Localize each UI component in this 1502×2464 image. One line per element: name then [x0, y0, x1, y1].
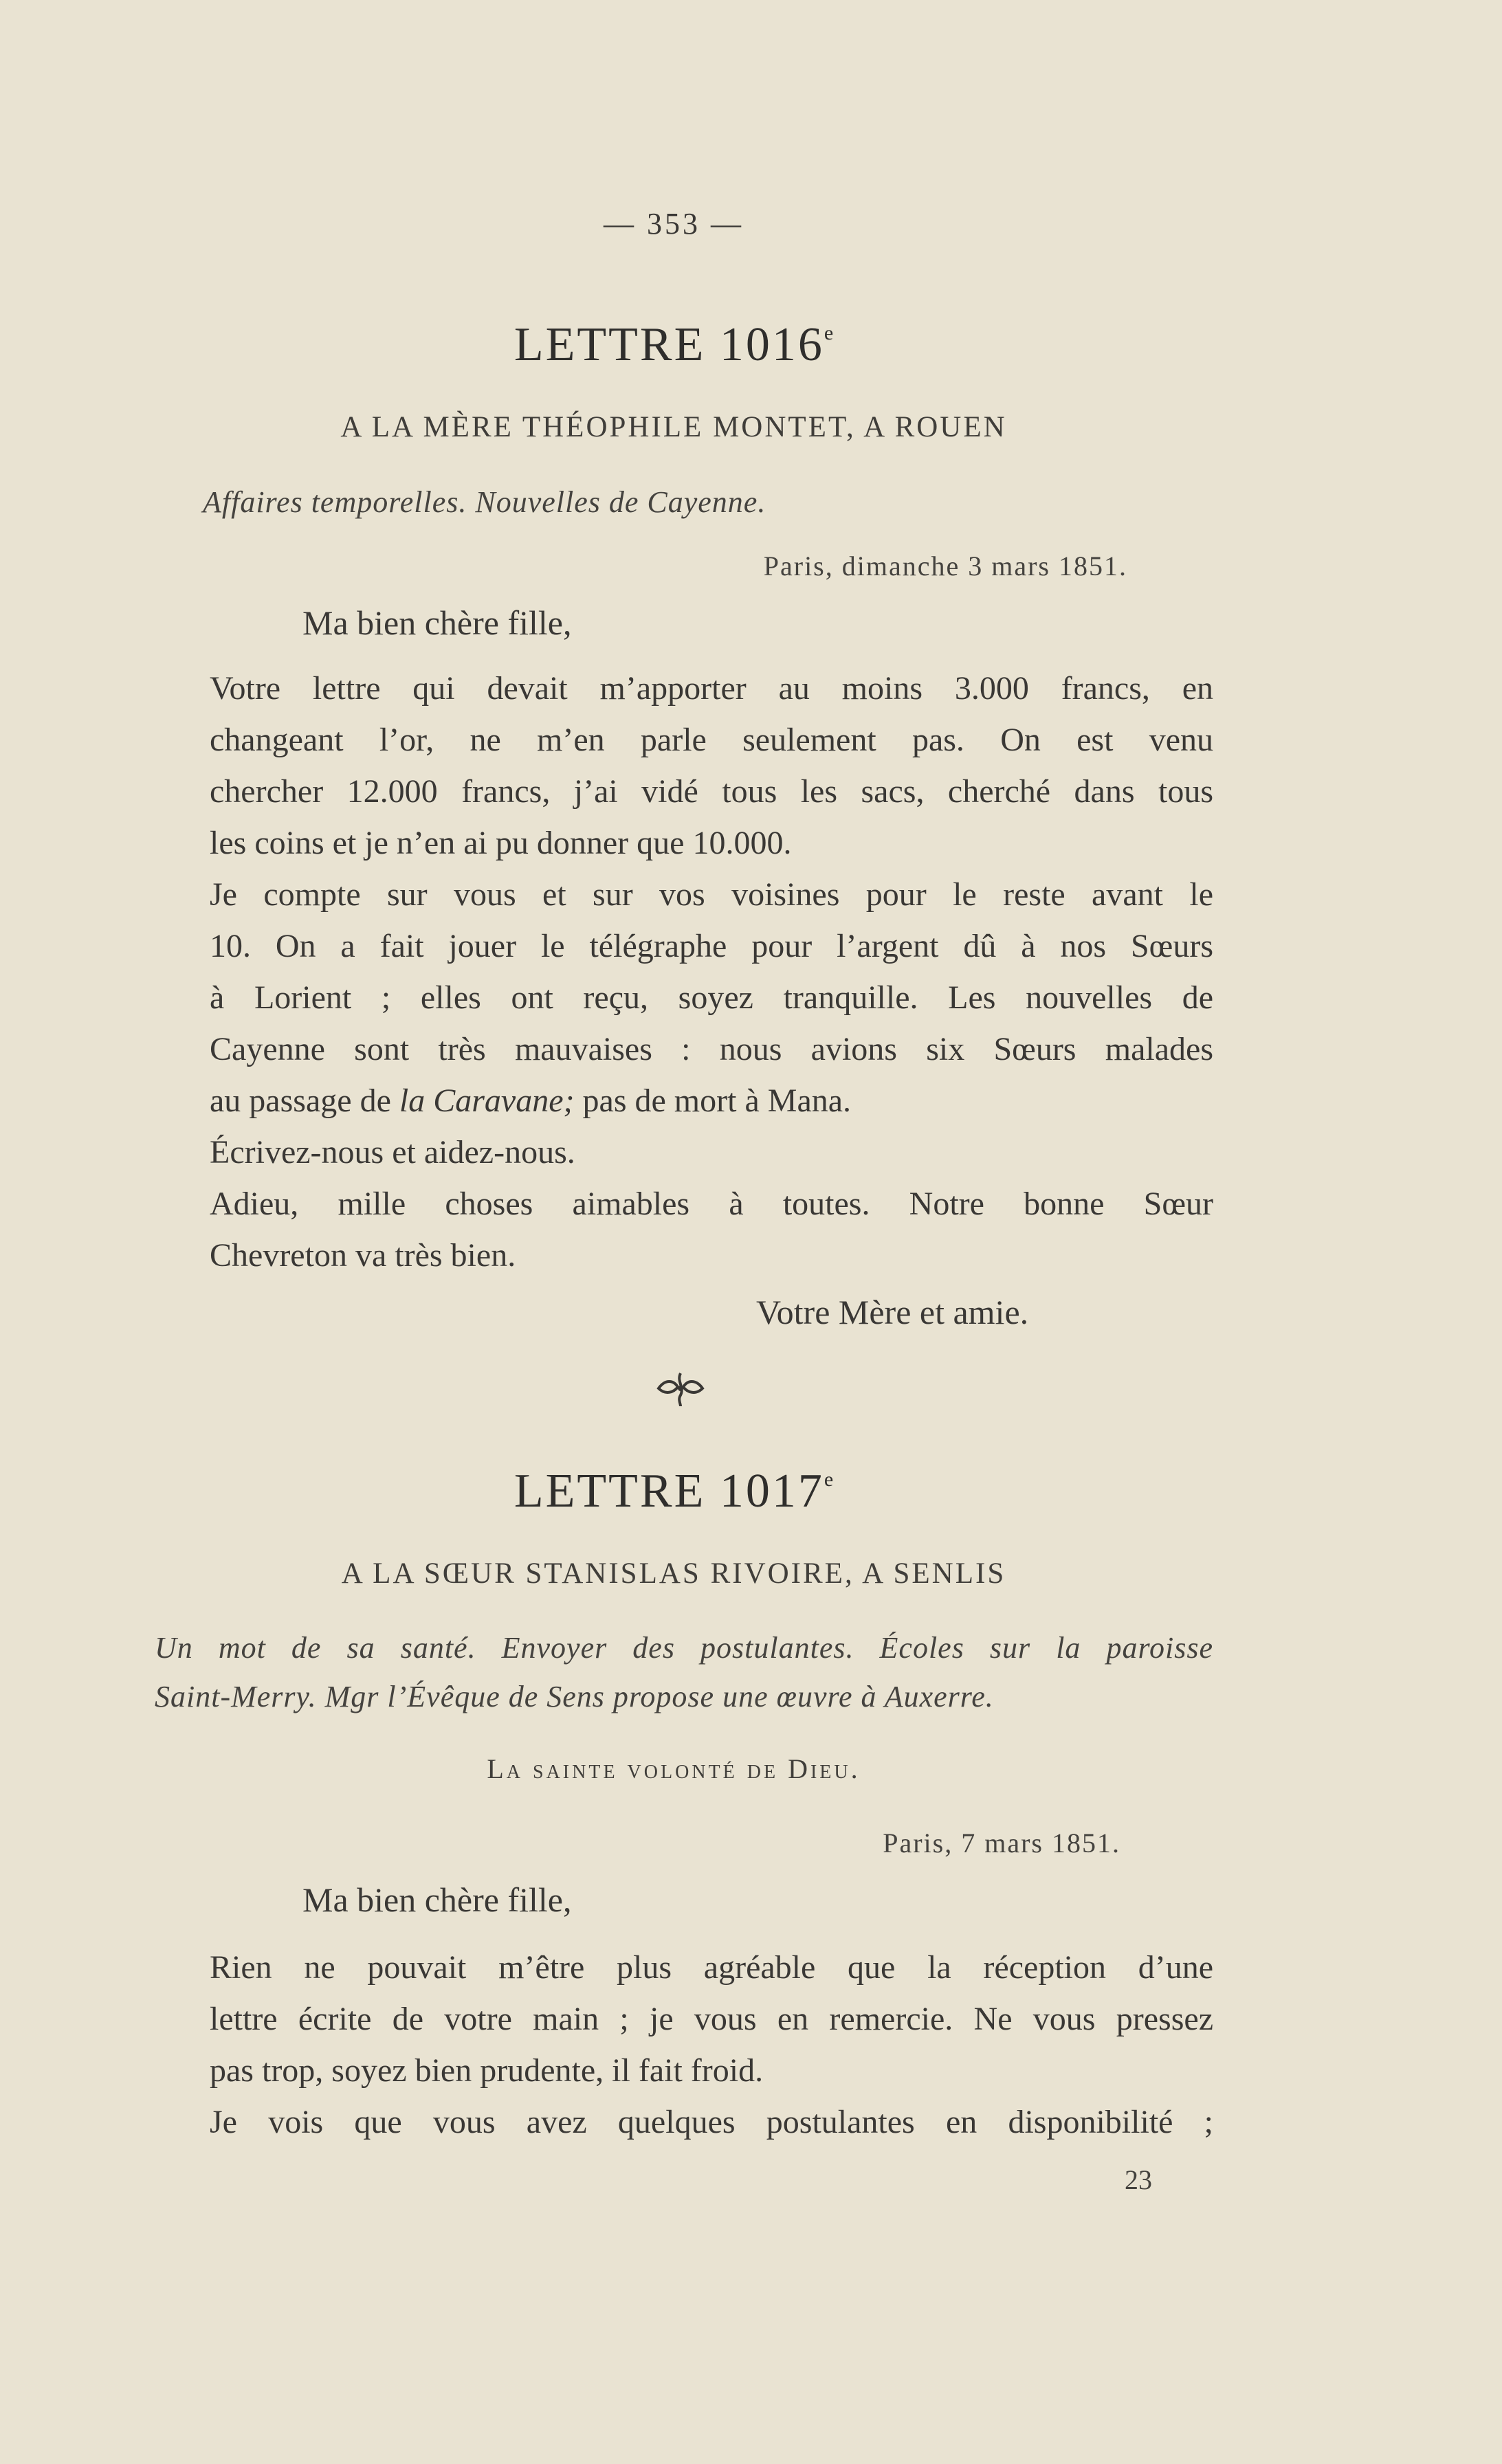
text-line: chercher 12.000 francs, j’ai vidé tous les sacs, cherché dans tous [210, 773, 1213, 810]
text-line: à Lorient ; elles ont reçu, soyez tranquille. Les nouvelles de [210, 979, 1213, 1016]
letter-1016-paragraph-1 [155, 663, 1213, 869]
text-line: Écrivez-nous et aidez-nous. [210, 1134, 575, 1170]
letter-1016-title [0, 318, 1347, 373]
letter-1016-dateline: Paris, dimanche 3 mars 1851. [763, 551, 1127, 581]
signature-mark: 23 [1125, 2164, 1152, 2195]
text-line: changeant l’or, ne m’en parle seulement pas. On est venu [210, 722, 1213, 758]
letter-1016-addressee: A LA MÈRE THÉOPHILE MONTET, A ROUEN [340, 411, 1007, 443]
letter-1017-body [155, 1942, 1213, 2148]
text-line: Votre lettre qui devait m’apporter au moins 3.000 francs, en [210, 670, 1213, 707]
subject-line: Un mot de sa santé. Envoyer des postulantes. Écoles sur la paroisse [155, 1631, 1213, 1665]
text-line: les coins et je n’en ai pu donner que 10.000. [210, 825, 792, 861]
text-line: lettre écrite de votre main ; je vous en remercie. Ne vous pressez [210, 2001, 1213, 2037]
text-line: Cayenne sont très mauvaises : nous avions six Sœurs malades [210, 1031, 1213, 1067]
text-line: Chevreton va très bien. [210, 1237, 516, 1274]
letter-1017-subject [155, 1623, 1213, 1721]
letter-1016-signature: Votre Mère et amie. [756, 1293, 1029, 1331]
letter-1016-body [155, 663, 1213, 1281]
letter-1017-title [0, 1464, 1347, 1519]
letter-1016-title-sup: e [824, 322, 834, 344]
letter-1017-greeting: Ma bien chère fille, [302, 1880, 572, 1919]
fleuron-ornament [653, 1368, 708, 1409]
letter-1017-motto: La sainte volonté de Dieu. [487, 1753, 861, 1784]
letter-1017-paragraph-2 [155, 2096, 1213, 2148]
text-line: 10. On a fait jouer le télégraphe pour l’argent dû à nos Sœurs [210, 928, 1213, 964]
subject-line: Saint-Merry. Mgr l’Évêque de Sens propose une œuvre à Auxerre. [155, 1680, 994, 1713]
letter-1017-dateline: Paris, 7 mars 1851. [883, 1828, 1120, 1858]
letter-1016-paragraph-3 [155, 1126, 1213, 1178]
letter-1016-title-text: LETTRE 1016 [513, 318, 824, 371]
letter-1016-paragraph-2 [155, 869, 1213, 1126]
letter-1016-subject: Affaires temporelles. Nouvelles de Cayenne. [203, 485, 766, 519]
text-line: Rien ne pouvait m’être plus agréable que la réception d’une [210, 1949, 1213, 1986]
italic-title: la Caravane; [399, 1083, 575, 1119]
letter-1017-title-text: LETTRE 1017 [513, 1465, 824, 1518]
text-line-with-italic: au passage de la Caravane; pas de mort à Mana. [210, 1083, 852, 1119]
text-line: Je compte sur vous et sur vos voisines pour le reste avant le [210, 876, 1213, 913]
text-line: pas trop, soyez bien prudente, il fait froid. [210, 2052, 764, 2089]
letter-1017-addressee: A LA SŒUR STANISLAS RIVOIRE, A SENLIS [341, 1557, 1006, 1590]
text-line: Adieu, mille choses aimables à toutes. Notre bonne Sœur [210, 1186, 1213, 1222]
letter-1017-paragraph-1 [155, 1942, 1213, 2096]
text-line: Je vois que vous avez quelques postulantes en disponibilité ; [210, 2104, 1213, 2140]
letter-1016-paragraph-4 [155, 1178, 1213, 1281]
page-number: — 353 — [604, 207, 744, 241]
letter-1017-title-sup: e [824, 1468, 834, 1491]
letter-1016-greeting: Ma bien chère fille, [302, 603, 572, 642]
